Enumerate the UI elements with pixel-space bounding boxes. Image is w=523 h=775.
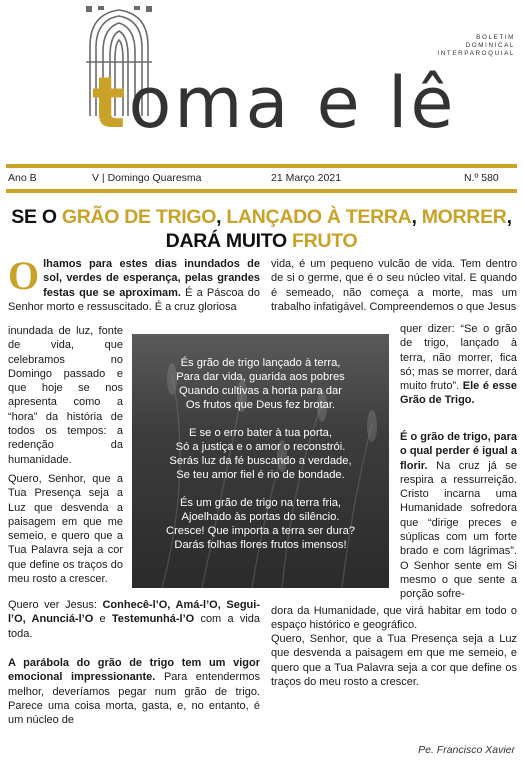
year-label: Ano B: [8, 172, 37, 184]
date-label: 21 Março 2021: [271, 172, 342, 184]
article-intro: Olhamos para estes dias inundados de sol, verdes de esperança, pelas grandes festas que se aproximam. É a Páscoa do Senhor morto e ressuscitado. É a cruz gloriosa: [8, 253, 260, 313]
article-right-narrow-2: É o grão de trigo, para o qual perder é igual a florir. Na cruz já se respira a ressurreição. Cristo incarna uma Humanidade sofredora que “dirige preces e súplicas com um forte brado e com lágrimas”. O Senhor sente em Si mesmo o que sente a porção sofre-: [400, 431, 517, 601]
masthead-rule-bottom: [6, 189, 517, 193]
author-signature: Pe. Francisco Xavier: [418, 744, 515, 756]
article-left-narrow: inundada de luz, fonte de vida, que celebramos no Domingo passado e que hoje se nos apresenta como a “hora” da história de todos os tempos: a redenção da humanidade.: [8, 325, 123, 466]
poem-stanza: És grão de trigo lançado à terra, Para dar vida, guarida aos pobres Quando cultivas a horta para dar Os frutos que Deus fez brotar.: [176, 357, 345, 411]
poem-box: [132, 334, 389, 588]
issue-number: N.º 580: [464, 172, 499, 184]
masthead-rule-top: [6, 164, 517, 168]
poem-stanza: E se o erro bater à tua porta, Só a justiça e o amor o reconstrói. Serás luz da fé buscando a verdade, Se teu amor fiel é rio de bondade.: [169, 427, 352, 481]
article-left-p2: Quero, Senhor, que a Tua Presença seja a Luz que desvenda a paisagem em que me semeio, e quero que a Tua Palavra seja a cor que define os traços do meu rosto a crescer.: [8, 473, 123, 586]
poem-text: [132, 356, 389, 566]
article-right-top: vida, é um pequeno vulcão de vida. Tem dentro de si o germe, que é o seu núcleo vital. E quando é semeado, não começa a morte, mas um trabalho infatigável. Compreendemos o que Jesus: [271, 258, 517, 313]
bulletin-label: BOLETIM DOMINICAL INTERPAROQUIAL: [437, 34, 515, 57]
article-left-p4: A parábola do grão de trigo tem um vigor emocional impressionante. Para entendermos melhor, deveríamos pegar num grão de trigo. Parece uma coisa morta, gasta, e, no entanto, é um núcleo de: [8, 657, 260, 727]
drop-cap: O: [8, 253, 40, 298]
headline: SE O GRÃO DE TRIGO, LANÇADO À TERRA, MORRER, DARÁ MUITO FRUTO: [11, 206, 512, 252]
article-left-p3: Quero ver Jesus: Conhecê-l’O, Amá-l’O, Segui-l’O, Anunciá-l’O e Testemunhá-l’O com a vida toda.: [8, 599, 260, 640]
article-right-last: Quero, Senhor, que a Tua Presença seja a Luz que desvenda a paisagem em que me semeio, e quero que a Tua Palavra seja a cor que define os traços do meu rosto a crescer.: [271, 633, 517, 688]
article-right-narrow-1: quer dizer: “Se o grão de trigo, lançado à terra, não morrer, fica só; mas se morrer, dará muito fruto”. Ele é esse Grão de Trigo.: [400, 323, 517, 407]
masthead-title: toma e lê: [92, 62, 457, 144]
poem-stanza: És um grão de trigo na terra fria, Ajoelhado às portas do silêncio. Cresce! Que importa a terra ser dura? Darás folhas flores frutos imensos!: [165, 497, 356, 551]
article-right-wide: dora da Humanidade, que virá habitar em todo o espaço histórico e geográfico.: [271, 605, 517, 632]
sunday-label: V | Domingo Quaresma: [92, 172, 202, 184]
